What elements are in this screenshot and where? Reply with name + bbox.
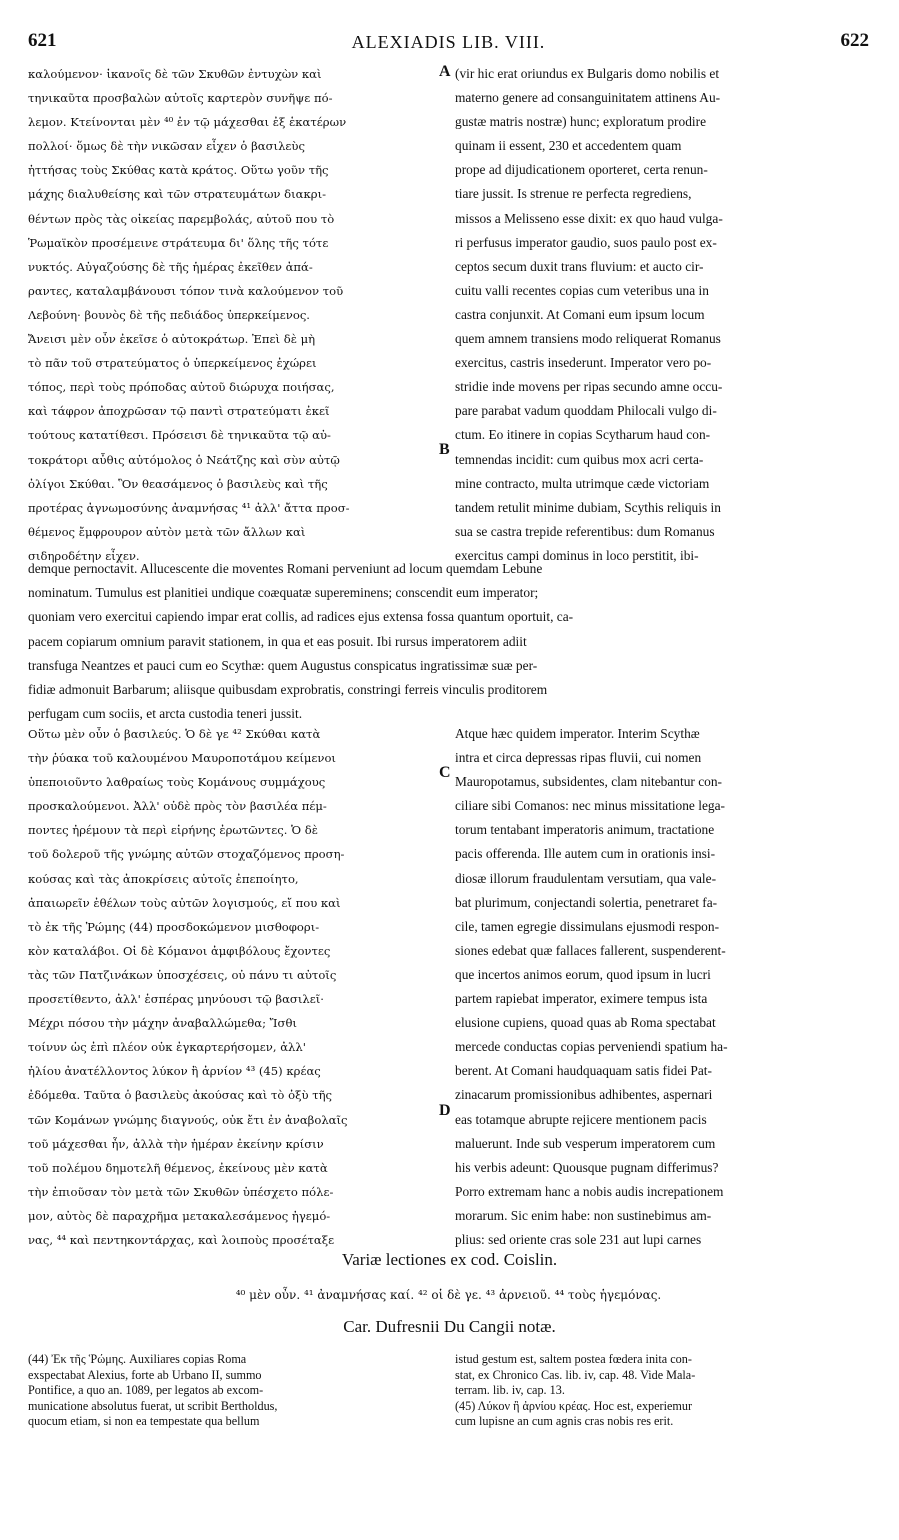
- greek-text-line: ἀπαιωρεῖν ἐθέλων τοὺς αὐτῶν λογισμούς, εἴ που καὶ: [28, 895, 341, 910]
- latin-text-line: ri perfusus imperator gaudio, suos paulo post ex-: [455, 234, 717, 250]
- note-line: stat, ex Chronico Cas. lib. iv, cap. 48. Vide Mala-: [455, 1367, 696, 1382]
- latin-text-line: sua se castra trepide referentibus: dum Romanus: [455, 523, 715, 539]
- margin-marker-a: A: [439, 63, 451, 80]
- latin-text-line: quinam ii essent, 230 et accedentem quam: [455, 138, 682, 154]
- latin-column-bottom: [455, 722, 869, 1252]
- latin-text-line: cuitu valli recentes copias cum veteribus una in: [455, 282, 709, 298]
- latin-text-line: Atque hæc quidem imperator. Interim Scythæ: [455, 726, 700, 741]
- greek-text-line: προσετίθεντο, ἀλλ' ἑσπέρας μηνύουσι τῷ βασιλεῖ·: [28, 992, 324, 1007]
- margin-marker-b: B: [439, 441, 450, 458]
- latin-text-line: quoniam vero exercitui capiendo impar erat collis, ad radices ejus extensa fossa quantum oportuit, ca-: [28, 609, 574, 625]
- greek-text-line: τηνικαῦτα προσβαλὼν αὐτοῖς καρτερὸν συνῆψε πό-: [28, 91, 333, 106]
- greek-text-line: κούσας καὶ τὰς ἀποκρίσεις αὐτοῖς ἐπεποίητο,: [28, 871, 299, 886]
- greek-column-bottom: [28, 722, 438, 1252]
- latin-text-line: perfugam cum sociis, et arcta custodia teneri jussit.: [28, 706, 303, 722]
- greek-text-line: καλούμενον· ἱκανοῖς δὲ τῶν Σκυθῶν ἐντυχὼν καὶ: [28, 67, 322, 81]
- latin-column-top: [455, 62, 869, 568]
- variae-lectiones-title: Variæ lectiones ex cod. Coislin.: [341, 1250, 558, 1269]
- note-line: (44) Ἐκ τῆς Ῥώμης. Auxiliares copias Roma: [28, 1352, 247, 1366]
- latin-text-line: mercede conductas copias perveniendi spatium ha-: [455, 1039, 728, 1055]
- latin-text-line: que incertos animos eorum, quod ipsum in lucri: [455, 966, 711, 982]
- latin-full-width-paragraph: [28, 557, 871, 726]
- latin-text-line: stridie inde movens per ripas secundo amne occu-: [455, 379, 723, 395]
- latin-text-line: morarum. Sic enim habe: non sustinebimus am-: [455, 1207, 712, 1223]
- running-header: [28, 30, 869, 60]
- greek-text-line: καὶ τάφρον ἀποχρῶσαν τῷ παντὶ στρατεύματι ἐκεῖ: [28, 404, 330, 419]
- latin-text-line: pacem copiarum omnium paravit stationem, in qua et eas posuit. Ibi rursus imperatorem adiit: [28, 633, 527, 649]
- greek-text-line: Λεβούνη· βουνὸς δὲ τῆς πεδιάδος ὑπερκείμενος.: [28, 307, 310, 322]
- margin-marker-d: D: [439, 1102, 451, 1119]
- running-title: ALEXIADIS LIB. VIII.: [351, 32, 546, 52]
- greek-text-line: ὀλίγοι Σκύθαι. Ὃν θεασάμενος ὁ βασιλεὺς καὶ τῆς: [28, 476, 328, 491]
- latin-text-line: cile, tamen egregie dissimulans ejusmodi respon-: [455, 918, 720, 934]
- page-number-right: 622: [840, 30, 869, 51]
- greek-text-line: Ἄνεισι μὲν οὖν ἐκεῖσε ὁ αὐτοκράτωρ. Ἐπεὶ δὲ μὴ: [28, 332, 316, 347]
- greek-text-line: τοῦ πολέμου δημοτελῆ θέμενος, ἐκείνους μὲν κατὰ: [28, 1160, 328, 1175]
- note-line: (45) Λύκον ἢ ἀρνίου κρέας. Hoc est, experiemur: [455, 1398, 693, 1413]
- greek-text-line: τοίνυν ὡς ἐπὶ πλέον οὐκ ἐγκαρτερήσομεν, ἀλλ': [28, 1040, 306, 1055]
- latin-text-line: diosæ illorum fraudulentam versutiam, qua vale-: [455, 870, 717, 886]
- greek-text-line: νας, ⁴⁴ καὶ πεντηκοντάρχας, καὶ λοιποὺς προσέταξε: [28, 1232, 335, 1247]
- greek-text-line: ὑπεποιοῦντο λαθραίως τοὺς Κομάνους συμμάχους: [28, 775, 326, 790]
- latin-text-line: tiare jussit. Is strenue re perfecta regrediens,: [455, 186, 692, 202]
- greek-text-line: θέντων πρὸς τὰς οἰκείας παρεμβολάς, αὐτοῦ που τὸ: [28, 211, 335, 226]
- notes-column-left: [28, 1352, 438, 1430]
- latin-text-line: intra et circa depressas ripas fluvii, cui nomen: [455, 750, 702, 766]
- margin-marker-c: C: [439, 764, 451, 781]
- latin-text-line: exercitus, castris insederunt. Imperator vero po-: [455, 355, 712, 371]
- latin-text-line: nominatum. Tumulus est planitiei undique coæquatæ supereminens; conscendit eum imperator;: [28, 585, 539, 601]
- latin-text-line: castra conjunxit. At Comani eum ipsum locum: [455, 306, 705, 322]
- greek-text-line: τὴν ἐπιοῦσαν τὸν μετὰ τῶν Σκυθῶν ὑπέσχετο πόλε-: [28, 1184, 334, 1199]
- greek-text-line: ἐδόμεθα. Ταῦτα ὁ βασιλεὺς ἀκούσας καὶ τὸ ὀξὺ τῆς: [28, 1088, 333, 1103]
- latin-text-line: partem rapiebat imperator, eximere tempus ista: [455, 991, 708, 1007]
- latin-text-line: maluerunt. Inde sub vesperum imperatorem cum: [455, 1135, 716, 1151]
- variae-lectiones-line: ⁴⁰ μὲν οὖν. ⁴¹ ἀναμνήσας καί. ⁴² οἱ δὲ γε. ⁴³ ἀρνειοῦ. ⁴⁴ τοὺς ἡγεμόνας.: [235, 1288, 662, 1302]
- greek-text-line: μάχης διαλυθείσης καὶ τῶν στρατευμάτων διακρι-: [28, 187, 327, 202]
- greek-text-line: πολλοί· ὅμως δὲ τὴν νικῶσαν εἶχεν ὁ βασιλεὺς: [28, 139, 305, 154]
- greek-text-line: τῶν Κομάνων γνώμης διαγνούς, οὐκ ἔτι ἐν ἀναβολαῖς: [28, 1112, 348, 1127]
- greek-text-line: τούτους κατατίθεσι. Πρόσεισι δὲ τηνικαῦτα τῷ αὐ-: [28, 428, 331, 443]
- page-number-left: 621: [28, 30, 57, 51]
- latin-text-line: zinacarum promissionibus adhibentes, aspernari: [455, 1087, 713, 1103]
- latin-text-line: bat plurimum, conjectandi solertia, penetraret fa-: [455, 894, 718, 910]
- greek-column-top: [28, 62, 438, 568]
- greek-text-line: τὴν ῥύακα τοῦ καλουμένου Μαυροποτάμου κείμενοι: [28, 751, 336, 766]
- greek-text-line: σιδηροδέτην εἶχεν.: [28, 548, 140, 563]
- greek-text-line: μον, αὐτὸς δὲ παραχρῆμα μετακαλεσάμενος ἡγεμό-: [28, 1208, 331, 1223]
- latin-text-line: Porro extremam hanc a nobis audis increpationem: [455, 1183, 724, 1199]
- latin-text-line: temnendas incidit: cum quibus mox acri certa-: [455, 451, 704, 467]
- latin-text-line: Mauropotamus, subsidentes, clam nitebantur con-: [455, 774, 723, 790]
- latin-text-line: plius: sed oriente cras sole 231 aut lupi carnes: [455, 1231, 702, 1247]
- latin-text-line: materno genere ad consanguinitatem attinens Au-: [455, 90, 721, 106]
- latin-text-line: berent. At Comani haudquaquam satis fidei Pat-: [455, 1063, 712, 1079]
- latin-text-line: quem amnem transiens modo reliquerat Romanus: [455, 331, 721, 347]
- greek-text-line: τοκράτορι αὖθις αὐτόμολος ὁ Νεάτζης καὶ σὺν αὐτῷ: [28, 452, 340, 467]
- latin-text-line: gustæ matris nostræ) hunc; exploratum prodire: [455, 114, 707, 130]
- greek-text-line: Οὕτω μὲν οὖν ὁ βασιλεύς. Ὁ δὲ γε ⁴² Σκύθαι κατὰ: [28, 727, 321, 741]
- latin-text-line: prope ad dijudicationem oporteret, certa renun-: [455, 162, 708, 178]
- greek-text-line: κὸν καταλάβοι. Οἱ δὲ Κόμανοι ἀμφιβόλους ἔχοντες: [28, 943, 331, 958]
- latin-text-line: ctum. Eo itinere in copias Scytharum haud con-: [455, 427, 711, 443]
- latin-text-line: demque pernoctavit. Allucescente die moventes Romani perveniunt ad locum quemdam Lebune: [28, 561, 543, 576]
- greek-text-line: ἡλίου ἀνατέλλοντος λύκον ἢ ἀρνίον ⁴³ (45) κρέας: [28, 1064, 321, 1079]
- note-line: quocum etiam, si non ea tempestate qua bellum: [28, 1414, 260, 1429]
- greek-text-line: ποντες ἠρέμουν τὰ περὶ εἰρήνης ἐρωτῶντες. Ὁ δὲ: [28, 823, 318, 838]
- latin-text-line: fidiæ admonuit Barbarum; aliisque quibusdam exprobratis, constringi ferreis vinculis proditorem: [28, 682, 548, 698]
- note-line: exspectabat Alexius, forte ab Urbano II, summo: [28, 1367, 262, 1382]
- greek-text-line: Μέχρι πόσου τὴν μάχην ἀναβαλλώμεθα; Ἴσθι: [28, 1016, 297, 1031]
- latin-text-line: elusione cupiens, quoad quas ab Roma spectabat: [455, 1015, 716, 1031]
- notes-title: Car. Dufresnii Du Cangii notæ.: [343, 1317, 556, 1336]
- greek-text-line: τοῦ δολεροῦ τῆς γνώμης αὐτῶν στοχαζόμενος προση-: [28, 847, 345, 862]
- latin-text-line: siones edebat quæ fallaces fallerent, suspenderent-: [455, 942, 726, 958]
- greek-text-line: ραντες, καταλαμβάνουσι τόπον τινὰ καλούμενον τοῦ: [28, 283, 344, 298]
- latin-text-line: transfuga Neantzes et pauci cum eo Scythæ: quem Augustus conspicatus ingratissimæ suæ per-: [28, 657, 538, 673]
- greek-text-line: Ῥωμαϊκὸν προσέμεινε στράτευμα δι' ὅλης τῆς τότε: [28, 235, 329, 250]
- latin-text-line: eas totamque abrupte rejicere mentionem pacis: [455, 1111, 707, 1127]
- latin-text-line: tandem retulit minime dubiam, Scythis reliquis in: [455, 499, 721, 515]
- greek-text-line: ἡττήσας τοὺς Σκύθας κατὰ κράτος. Οὕτω γοῦν τῆς: [28, 163, 329, 178]
- latin-text-line: exercitus campi dominus in loco perstitit, ibi-: [455, 547, 699, 563]
- latin-text-line: ceptos secum duxit trans fluvium: et aucto cir-: [455, 258, 704, 274]
- greek-text-line: προτέρας ἀγνωμοσύνης ἀναμνήσας ⁴¹ ἀλλ' ἄττα προσ-: [28, 500, 350, 515]
- greek-text-line: λεμον. Κτείνονται μὲν ⁴⁰ ἐν τῷ μάχεσθαι ἐξ ἑκατέρων: [28, 115, 347, 130]
- greek-text-line: τὰς τῶν Πατζινάκων ὑποσχέσεις, οὐ πάνυ τι αὐτοῖς: [28, 967, 337, 982]
- latin-text-line: pare parabat vadum quoddam Philocali vulgo di-: [455, 403, 717, 419]
- greek-text-line: προσκαλούμενοι. Ἀλλ' οὐδὲ πρὸς τὸν βασιλέα πέμ-: [28, 799, 327, 814]
- latin-text-line: (vir hic erat oriundus ex Bulgaris domo nobilis et: [455, 66, 720, 81]
- note-line: terram. lib. iv, cap. 13.: [455, 1383, 565, 1398]
- note-line: istud gestum est, saltem postea fœdera inita con-: [455, 1352, 692, 1366]
- latin-text-line: his verbis adeunt: Quousque pugnam differimus?: [455, 1159, 719, 1175]
- greek-text-line: τόπος, περὶ τοὺς πρόποδας αὐτοῦ διώρυχα ποιήσας,: [28, 380, 335, 395]
- greek-text-line: θέμενος ἔμφρουρον αὐτὸν μετὰ τῶν ἄλλων καὶ: [28, 524, 306, 539]
- note-line: municatione absolutus fuerat, ut scribit Bertholdus,: [28, 1398, 278, 1413]
- notes-column-right: [455, 1352, 869, 1430]
- latin-text-line: torum tentabant imperatoris animum, tractatione: [455, 822, 715, 838]
- note-line: Pontifice, a quo an. 1089, per legatos ab excom-: [28, 1383, 264, 1398]
- latin-text-line: pacis offerenda. Ille autem cum in orationis insi-: [455, 846, 716, 862]
- latin-text-line: ciliare sibi Comanos: nec minus missitatione lega-: [455, 798, 725, 814]
- note-line: cum lupisne an cum agnis cras nobis res erit.: [455, 1414, 674, 1429]
- greek-text-line: τοῦ μάχεσθαι ἦν, ἀλλὰ τὴν ἡμέραν ἐκείνην κρίσιν: [28, 1136, 324, 1151]
- latin-text-line: mine contracto, multa utrimque cæde victoriam: [455, 475, 710, 491]
- greek-text-line: τὸ πᾶν τοῦ στρατεύματος ὁ ὑπερκείμενος ἐχώρει: [28, 356, 317, 371]
- latin-text-line: missos a Melisseno esse dixit: ex quo haud vulga-: [455, 210, 723, 226]
- greek-text-line: νυκτός. Αὐγαζούσης δὲ τῆς ἡμέρας ἐκεῖθεν ἀπά-: [28, 259, 313, 274]
- greek-text-line: τὸ ἐκ τῆς Ῥώμης (44) προσδοκώμενον μισθοφορι-: [28, 919, 320, 934]
